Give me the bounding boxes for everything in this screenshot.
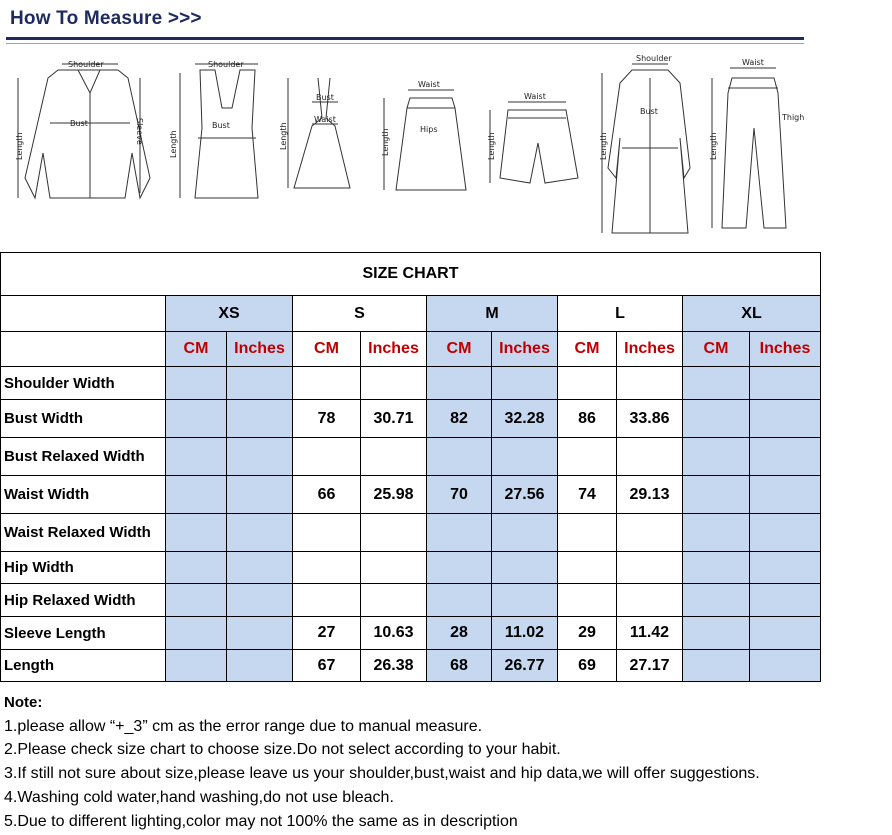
table-cell	[166, 367, 227, 400]
skirt-hips-label: Hips	[420, 125, 438, 134]
corner-cell	[1, 332, 166, 367]
table-cell	[361, 438, 427, 476]
size-header-row	[1, 296, 821, 332]
table-cell: 29	[558, 617, 617, 650]
notes-title: Note:	[4, 694, 43, 711]
table-cell: 29.13	[617, 476, 683, 514]
table-cell	[227, 584, 293, 617]
blouse-sleeve-label: Sleeve	[135, 118, 144, 145]
table-cell	[750, 552, 821, 584]
table-cell	[558, 584, 617, 617]
table-cell	[293, 584, 361, 617]
unit-cm: CM	[558, 332, 617, 367]
table-cell	[361, 514, 427, 552]
table-cell	[166, 476, 227, 514]
table-cell	[617, 584, 683, 617]
table-cell	[750, 367, 821, 400]
table-cell: 78	[293, 400, 361, 438]
unit-cm: CM	[427, 332, 492, 367]
table-cell	[166, 584, 227, 617]
table-cell	[492, 367, 558, 400]
table-cell: 25.98	[361, 476, 427, 514]
table-cell	[750, 476, 821, 514]
table-cell	[617, 552, 683, 584]
table-cell	[750, 617, 821, 650]
table-cell: 69	[558, 650, 617, 682]
row-label: Shoulder Width	[1, 367, 166, 400]
table-row	[1, 650, 821, 682]
table-cell	[750, 650, 821, 682]
table-cell	[427, 584, 492, 617]
note-item: 2.Please check size chart to choose size.Do not select according to your habit.	[4, 741, 561, 759]
pants-sketch	[712, 68, 786, 228]
table-cell	[617, 438, 683, 476]
table-cell: 74	[558, 476, 617, 514]
table-cell	[166, 400, 227, 438]
unit-inches: Inches	[750, 332, 821, 367]
unit-inches: Inches	[227, 332, 293, 367]
table-cell: 86	[558, 400, 617, 438]
coat-sketch	[602, 64, 690, 233]
table-cell	[750, 438, 821, 476]
table-cell: 70	[427, 476, 492, 514]
table-cell	[492, 438, 558, 476]
table-cell	[427, 514, 492, 552]
table-cell	[227, 438, 293, 476]
dress-bust-label: Bust	[316, 93, 334, 102]
skirt-length-label: Length	[381, 128, 390, 156]
shorts-waist-label: Waist	[524, 92, 546, 101]
table-cell: 27	[293, 617, 361, 650]
shorts-length-label: Length	[487, 132, 496, 160]
unit-cm: CM	[683, 332, 750, 367]
table-row	[1, 367, 821, 400]
table-cell	[750, 584, 821, 617]
table-cell	[558, 367, 617, 400]
row-label: Length	[1, 650, 166, 682]
table-cell	[750, 514, 821, 552]
size-chart-title: SIZE CHART	[1, 253, 821, 296]
size-xs: XS	[166, 296, 293, 332]
table-cell	[683, 617, 750, 650]
size-m: M	[427, 296, 558, 332]
table-cell	[558, 514, 617, 552]
shorts-sketch	[490, 102, 578, 183]
blouse-shoulder-label: Shoulder	[68, 60, 104, 69]
unit-inches: Inches	[492, 332, 558, 367]
table-row	[1, 476, 821, 514]
unit-inches: Inches	[361, 332, 427, 367]
size-chart-body	[1, 367, 821, 682]
table-cell	[293, 552, 361, 584]
coat-length-label: Length	[599, 132, 608, 160]
table-cell	[683, 514, 750, 552]
table-cell: 11.42	[617, 617, 683, 650]
table-cell	[683, 584, 750, 617]
table-cell	[492, 552, 558, 584]
table-cell	[558, 552, 617, 584]
table-cell	[683, 438, 750, 476]
size-l: L	[558, 296, 683, 332]
table-cell	[427, 367, 492, 400]
table-cell: 10.63	[361, 617, 427, 650]
table-cell	[683, 650, 750, 682]
dress-waist-label: Waist	[314, 115, 336, 124]
table-cell	[361, 367, 427, 400]
table-cell	[227, 476, 293, 514]
unit-inches: Inches	[617, 332, 683, 367]
tank-bust-label: Bust	[212, 121, 230, 130]
table-cell	[166, 514, 227, 552]
row-label: Hip Width	[1, 552, 166, 584]
size-xl: XL	[683, 296, 821, 332]
dress-length-label: Length	[279, 122, 288, 150]
table-cell	[617, 514, 683, 552]
table-cell	[361, 584, 427, 617]
table-cell	[227, 617, 293, 650]
note-item: 1.please allow “+_3” cm as the error range due to manual measure.	[4, 717, 483, 735]
unit-header-row	[1, 332, 821, 367]
tank-length-label: Length	[169, 130, 178, 158]
row-label: Waist Width	[1, 476, 166, 514]
pants-thigh-label: Thigh	[782, 113, 805, 122]
unit-cm: CM	[293, 332, 361, 367]
blouse-sketch	[18, 64, 150, 198]
coat-shoulder-label: Shoulder	[636, 54, 672, 63]
unit-cm: CM	[166, 332, 227, 367]
table-cell	[293, 367, 361, 400]
table-cell: 33.86	[617, 400, 683, 438]
table-cell	[227, 650, 293, 682]
coat-bust-label: Bust	[640, 107, 658, 116]
table-row	[1, 552, 821, 584]
table-cell	[750, 400, 821, 438]
table-cell: 27.17	[617, 650, 683, 682]
skirt-sketch	[384, 90, 466, 190]
how-to-measure-title: How To Measure >>>	[10, 8, 202, 29]
table-cell: 82	[427, 400, 492, 438]
table-cell: 26.77	[492, 650, 558, 682]
table-cell	[227, 400, 293, 438]
table-cell	[558, 438, 617, 476]
table-cell: 30.71	[361, 400, 427, 438]
row-label: Sleeve Length	[1, 617, 166, 650]
tank-shoulder-label: Shoulder	[208, 60, 244, 69]
row-label: Bust Relaxed Width	[1, 438, 166, 476]
note-item: 5.Due to different lighting,color may not 100% the same as in description	[4, 812, 518, 830]
table-row	[1, 438, 821, 476]
table-cell	[227, 514, 293, 552]
table-row	[1, 514, 821, 552]
table-row	[1, 584, 821, 617]
notes-section	[4, 691, 760, 833]
table-cell	[166, 617, 227, 650]
header-divider-thin	[6, 43, 804, 44]
table-cell	[427, 438, 492, 476]
corner-cell	[1, 296, 166, 332]
size-chart-table	[0, 252, 821, 682]
table-cell	[683, 400, 750, 438]
tank-sketch	[180, 64, 258, 198]
table-cell	[227, 367, 293, 400]
table-cell: 66	[293, 476, 361, 514]
table-cell: 32.28	[492, 400, 558, 438]
row-label: Hip Relaxed Width	[1, 584, 166, 617]
note-item: 3.If still not sure about size,please leave us your shoulder,bust,waist and hip data,we will offer suggestions.	[4, 765, 760, 783]
header-divider	[6, 37, 804, 40]
table-row	[1, 617, 821, 650]
row-label: Waist Relaxed Width	[1, 514, 166, 552]
table-row	[1, 400, 821, 438]
table-cell: 67	[293, 650, 361, 682]
table-cell	[166, 552, 227, 584]
table-cell	[492, 514, 558, 552]
blouse-bust-label: Bust	[70, 119, 88, 128]
table-cell: 11.02	[492, 617, 558, 650]
table-cell: 28	[427, 617, 492, 650]
table-cell	[683, 367, 750, 400]
table-cell	[683, 552, 750, 584]
measurement-sketches	[0, 48, 892, 248]
table-cell: 68	[427, 650, 492, 682]
table-cell	[293, 438, 361, 476]
blouse-length-label: Length	[15, 132, 24, 160]
table-cell	[427, 552, 492, 584]
table-cell	[227, 552, 293, 584]
table-cell: 27.56	[492, 476, 558, 514]
row-label: Bust Width	[1, 400, 166, 438]
table-cell	[166, 438, 227, 476]
table-cell	[492, 584, 558, 617]
table-cell	[361, 552, 427, 584]
table-cell	[293, 514, 361, 552]
pants-waist-label: Waist	[742, 58, 764, 67]
pants-length-label: Length	[709, 132, 718, 160]
table-cell	[166, 650, 227, 682]
table-cell: 26.38	[361, 650, 427, 682]
table-cell	[683, 476, 750, 514]
size-s: S	[293, 296, 427, 332]
table-cell	[617, 367, 683, 400]
note-item: 4.Washing cold water,hand washing,do not use bleach.	[4, 788, 394, 806]
skirt-waist-label: Waist	[418, 80, 440, 89]
